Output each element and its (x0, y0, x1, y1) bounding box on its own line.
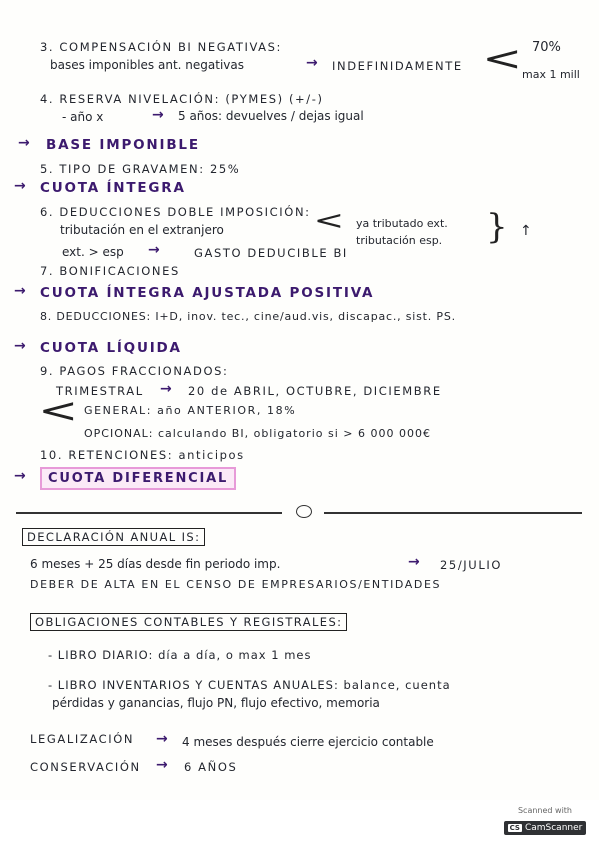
indefinidamente-text: INDEFINIDAMENTE (332, 59, 463, 73)
devuelves-text: 5 años: devuelves / dejas igual (178, 109, 364, 123)
legalizacion-text: LEGALIZACIÓN (30, 732, 135, 746)
trimestral-dates-text: 20 de ABRIL, OCTUBRE, DICIEMBRE (188, 384, 442, 398)
item-3-heading: 3. COMPENSACIÓN BI NEGATIVAS: (40, 40, 283, 54)
trimestral-text: TRIMESTRAL (56, 384, 144, 398)
libro-inventarios-cont: pérdidas y ganancias, flujo PN, flujo efectivo, memoria (52, 696, 380, 710)
cuota-liquida-heading: CUOTA LÍQUIDA (40, 340, 182, 356)
arrow-icon: → (152, 107, 164, 123)
item-4-heading: 4. RESERVA NIVELACIÓN: (PYMES) (+/-) (40, 92, 324, 106)
item-10-heading: 10. RETENCIONES: anticipos (40, 448, 245, 462)
divider-left (16, 512, 282, 514)
arrow-icon: → (14, 178, 26, 194)
declaracion-line-1: 6 meses + 25 días desde fin periodo imp. (30, 557, 281, 571)
item-5-heading: 5. TIPO DE GRAVAMEN: 25% (40, 162, 241, 176)
camscanner-logo (504, 821, 587, 835)
cuota-diferencial-highlight: CUOTA DIFERENCIAL (40, 467, 236, 490)
conservacion-detail: 6 AÑOS (184, 760, 238, 774)
base-imponible-heading: BASE IMPONIBLE (46, 137, 200, 153)
ya-tributado-text: ya tributado ext. (356, 217, 448, 230)
branch-bracket-icon: < (482, 39, 523, 79)
branch-bracket-icon: < (38, 391, 79, 431)
arrow-icon: → (14, 283, 26, 299)
gasto-deducible-text: GASTO DEDUCIBLE BI (194, 246, 348, 260)
arrow-icon: → (14, 338, 26, 354)
arrow-icon: → (160, 381, 172, 397)
arrow-icon: → (306, 55, 318, 71)
camscanner-mark-icon: CS (509, 824, 520, 832)
branch-bracket-icon: < (313, 206, 345, 236)
arrow-icon: → (156, 731, 168, 747)
declaracion-title: DECLARACIÓN ANUAL IS: (22, 528, 205, 546)
item-9-heading: 9. PAGOS FRACCIONADOS: (40, 364, 229, 378)
obligaciones-title: OBLIGACIONES CONTABLES Y REGISTRALES: (30, 613, 347, 631)
libro-diario-text: - LIBRO DIARIO: día a día, o max 1 mes (48, 648, 312, 662)
up-arrow-icon: ↑ (520, 223, 532, 239)
divider-circle-icon (296, 505, 312, 518)
cuota-integra-heading: CUOTA ÍNTEGRA (40, 180, 186, 196)
camscanner-app-name: CamScanner (524, 823, 583, 833)
item-8-heading: 8. DEDUCCIONES: I+D, inov. tec., cine/aud.vis, discapac., sist. PS. (40, 310, 456, 323)
arrow-icon: → (18, 135, 30, 151)
ext-esp-text: ext. > esp (62, 245, 124, 259)
percent-note: 70% (532, 40, 561, 55)
tributacion-esp-text: tributación esp. (356, 234, 443, 247)
arrow-icon: → (408, 554, 420, 570)
curly-brace-icon: } (486, 207, 508, 247)
camscanner-badge (502, 806, 588, 842)
bases-text: bases imponibles ant. negativas (50, 58, 244, 72)
conservacion-text: CONSERVACIÓN (30, 760, 141, 774)
libro-inventarios-text: - LIBRO INVENTARIOS Y CUENTAS ANUALES: balance, cuenta (48, 678, 451, 692)
max-note: max 1 mill (522, 68, 580, 81)
legalizacion-detail: 4 meses después cierre ejercicio contable (182, 735, 434, 749)
item-7-heading: 7. BONIFICACIONES (40, 264, 180, 278)
declaracion-line-2: DEBER DE ALTA EN EL CENSO DE EMPRESARIOS/ENTIDADES (30, 578, 442, 591)
divider-right (324, 512, 582, 514)
arrow-icon: → (14, 468, 26, 484)
item-6-heading: 6. DEDUCCIONES DOBLE IMPOSICIÓN: (40, 205, 311, 219)
date-julio-text: 25/JULIO (440, 558, 502, 572)
cuota-ajustada-heading: CUOTA ÍNTEGRA AJUSTADA POSITIVA (40, 285, 375, 301)
arrow-icon: → (148, 242, 160, 258)
ano-x-text: - año x (62, 110, 104, 124)
arrow-icon: → (156, 757, 168, 773)
scanned-with-label: Scanned with (517, 806, 573, 815)
tributacion-text: tributación en el extranjero (60, 223, 224, 237)
opcional-text: OPCIONAL: calculando BI, obligatorio si > 6 000 000€ (84, 427, 431, 440)
general-text: GENERAL: año ANTERIOR, 18% (84, 404, 297, 417)
